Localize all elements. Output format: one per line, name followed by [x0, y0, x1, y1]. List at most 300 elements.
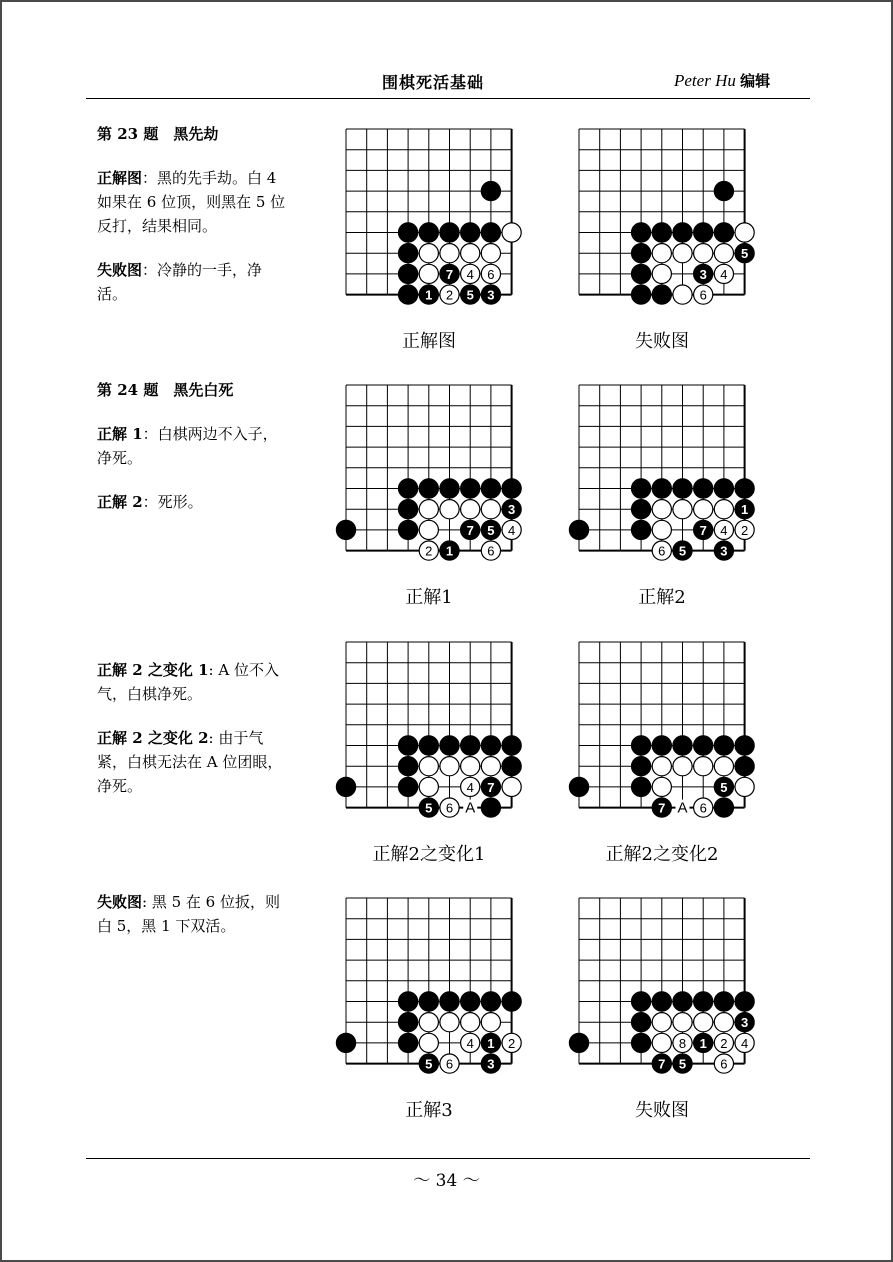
stone-circle: [481, 479, 500, 498]
point-label: [463, 800, 477, 817]
black-stone: [673, 1054, 692, 1073]
white-stone: [440, 500, 459, 519]
black-stone: [652, 992, 671, 1011]
black-stone: [502, 736, 521, 755]
paragraph: [97, 658, 289, 706]
black-stone: [632, 285, 651, 304]
white-stone: [652, 1013, 671, 1032]
black-stone: [569, 520, 588, 539]
white-stone: [694, 500, 713, 519]
white-stone: [694, 757, 713, 776]
stone-number: A: [677, 799, 688, 817]
stone-circle: [632, 736, 651, 755]
stone-number: 7: [466, 522, 474, 538]
stone-circle: [735, 223, 754, 242]
stone-circle: [673, 223, 692, 242]
author-suffix: 编辑: [740, 72, 771, 90]
stone-circle: [632, 1033, 651, 1052]
white-stone: [714, 1054, 733, 1073]
stone-circle: [632, 500, 651, 519]
stone-number: 2: [740, 522, 749, 538]
stone-number: 5: [720, 779, 728, 795]
black-stone: [714, 798, 733, 817]
black-stone: [440, 223, 459, 242]
black-stone: [419, 798, 438, 817]
white-stone: [502, 520, 521, 539]
white-stone: [419, 500, 438, 519]
failure-text: [97, 890, 289, 958]
go-board-solution-2: [557, 375, 767, 575]
black-stone: [632, 520, 651, 539]
black-stone: [399, 992, 418, 1011]
white-stone: [502, 223, 521, 242]
white-stone: [714, 757, 733, 776]
black-stone: [632, 1013, 651, 1032]
white-stone: [502, 1033, 521, 1052]
paragraph: [97, 726, 289, 798]
stone-circle: [735, 992, 754, 1011]
white-stone: [461, 777, 480, 796]
stone-circle: [502, 757, 521, 776]
black-stone: [481, 1033, 500, 1052]
black-stone: [440, 264, 459, 283]
black-stone: [440, 736, 459, 755]
black-stone: [502, 757, 521, 776]
black-stone: [694, 264, 713, 283]
stone-circle: [481, 223, 500, 242]
problem-text-23: [97, 122, 289, 326]
black-stone: [419, 285, 438, 304]
black-stone: [399, 777, 418, 796]
stone-circle: [652, 1033, 671, 1052]
problem-text-24: [97, 378, 289, 534]
stone-circle: [481, 244, 500, 263]
black-stone: [502, 500, 521, 519]
book-page: [2, 2, 891, 1260]
white-stone: [714, 1033, 733, 1052]
black-stone: [461, 479, 480, 498]
white-stone: [652, 1033, 671, 1052]
white-stone: [481, 1013, 500, 1032]
stone-circle: [714, 798, 733, 817]
stone-circle: [673, 285, 692, 304]
stone-circle: [419, 777, 438, 796]
paragraph-label: 正解 1: [97, 425, 143, 443]
black-stone: [735, 500, 754, 519]
stone-circle: [481, 757, 500, 776]
stone-number: 2: [720, 1035, 728, 1051]
stone-number: 1: [425, 287, 433, 303]
paragraph-text: ：冷静的一手，净活。: [97, 261, 263, 303]
white-stone: [440, 798, 459, 817]
book-title: 围棋死活基础: [382, 73, 485, 92]
white-stone: [694, 1013, 713, 1032]
paragraph-text: ：死形。: [142, 493, 203, 511]
black-stone: [673, 992, 692, 1011]
black-stone: [481, 223, 500, 242]
header-rule: [86, 98, 810, 99]
stone-circle: [735, 757, 754, 776]
stone-circle: [632, 264, 651, 283]
go-board-solution: [324, 119, 534, 319]
stone-number: 7: [658, 1056, 666, 1072]
stone-circle: [461, 479, 480, 498]
stone-number: 4: [740, 1035, 749, 1051]
go-board-variation-1: [324, 632, 534, 832]
stone-number: 3: [487, 287, 495, 303]
paragraph-label: 正解图: [97, 169, 143, 187]
stone-circle: [632, 520, 651, 539]
stone-circle: [652, 244, 671, 263]
white-stone: [419, 777, 438, 796]
black-stone: [652, 736, 671, 755]
stone-circle: [632, 285, 651, 304]
stone-circle: [502, 223, 521, 242]
stone-circle: [399, 244, 418, 263]
stone-circle: [399, 736, 418, 755]
white-stone: [735, 223, 754, 242]
paragraph-label: 正解 2 之变化 2: [97, 729, 209, 747]
black-stone: [440, 479, 459, 498]
stone-circle: [714, 1013, 733, 1032]
white-stone: [481, 264, 500, 283]
stone-circle: [461, 223, 480, 242]
black-stone: [502, 479, 521, 498]
white-stone: [481, 500, 500, 519]
stone-circle: [481, 182, 500, 201]
stone-number: A: [465, 799, 476, 817]
white-stone: [440, 285, 459, 304]
black-stone: [461, 285, 480, 304]
stone-circle: [694, 244, 713, 263]
black-stone: [440, 992, 459, 1011]
black-stone: [714, 182, 733, 201]
stone-circle: [714, 244, 733, 263]
stone-circle: [481, 500, 500, 519]
stone-circle: [569, 777, 588, 796]
stone-circle: [569, 1033, 588, 1052]
diagram-caption: 正解2之变化2: [605, 844, 719, 865]
paragraph-label: 失败图: [97, 261, 143, 279]
stone-number: 6: [699, 287, 707, 303]
stone-circle: [419, 1033, 438, 1052]
stone-circle: [440, 757, 459, 776]
white-stone: [461, 500, 480, 519]
paragraph-text: : 由于气紧，白棋无法在 A 位团眼，净死。: [97, 729, 283, 795]
white-stone: [735, 777, 754, 796]
diagram-caption: 正解图: [402, 331, 456, 352]
black-stone: [399, 223, 418, 242]
stone-circle: [399, 757, 418, 776]
stone-number: 7: [658, 800, 666, 816]
white-stone: [419, 541, 438, 560]
stone-circle: [440, 244, 459, 263]
stone-number: 3: [699, 266, 707, 282]
stone-circle: [735, 479, 754, 498]
stone-number: 4: [507, 522, 516, 538]
white-stone: [419, 520, 438, 539]
black-stone: [399, 264, 418, 283]
black-stone: [694, 520, 713, 539]
black-stone: [336, 1033, 355, 1052]
black-stone: [481, 1054, 500, 1073]
stone-number: 7: [699, 522, 707, 538]
black-stone: [735, 992, 754, 1011]
white-stone: [440, 1054, 459, 1073]
white-stone: [652, 500, 671, 519]
white-stone: [461, 1013, 480, 1032]
stone-circle: [461, 736, 480, 755]
black-stone: [569, 1033, 588, 1052]
stone-number: 3: [740, 1015, 749, 1031]
stone-circle: [632, 777, 651, 796]
white-stone: [461, 1033, 480, 1052]
black-stone: [399, 500, 418, 519]
black-stone: [632, 757, 651, 776]
black-stone: [399, 479, 418, 498]
stone-circle: [673, 757, 692, 776]
white-stone: [419, 264, 438, 283]
white-stone: [714, 520, 733, 539]
stone-circle: [652, 479, 671, 498]
stone-circle: [694, 992, 713, 1011]
black-stone: [399, 736, 418, 755]
diagram-caption: 失败图: [635, 1100, 689, 1121]
stone-number: 2: [425, 543, 433, 559]
white-stone: [440, 757, 459, 776]
black-stone: [399, 520, 418, 539]
problem-title: 第 23 题 黑先劫: [97, 125, 219, 143]
stone-circle: [652, 1013, 671, 1032]
black-stone: [673, 223, 692, 242]
diagram-caption: 失败图: [635, 331, 689, 352]
stone-number: 5: [425, 800, 433, 816]
stone-circle: [461, 244, 480, 263]
stone-circle: [461, 757, 480, 776]
paragraph-text: ：白棋两边不入子，净死。: [97, 425, 278, 467]
diagram-caption: 正解1: [405, 587, 453, 608]
black-stone: [694, 992, 713, 1011]
stone-circle: [440, 479, 459, 498]
black-stone: [481, 992, 500, 1011]
white-stone: [419, 1033, 438, 1052]
stone-number: 4: [720, 522, 728, 538]
stone-number: 4: [466, 266, 474, 282]
stone-circle: [399, 500, 418, 519]
black-stone: [735, 736, 754, 755]
black-stone: [673, 479, 692, 498]
stone-circle: [419, 757, 438, 776]
black-stone: [481, 285, 500, 304]
white-stone: [714, 1013, 733, 1032]
black-stone: [632, 479, 651, 498]
black-stone: [481, 182, 500, 201]
black-stone: [714, 777, 733, 796]
black-stone: [735, 1013, 754, 1032]
black-stone: [694, 223, 713, 242]
stone-circle: [399, 777, 418, 796]
white-stone: [735, 1033, 754, 1052]
stone-circle: [652, 223, 671, 242]
stone-circle: [440, 992, 459, 1011]
stone-circle: [714, 992, 733, 1011]
black-stone: [714, 736, 733, 755]
stone-number: 6: [720, 1056, 728, 1072]
black-stone: [735, 479, 754, 498]
black-stone: [481, 777, 500, 796]
white-stone: [673, 244, 692, 263]
stone-circle: [714, 223, 733, 242]
paragraph: [97, 258, 289, 306]
stone-number: 6: [445, 1056, 454, 1072]
white-stone: [481, 541, 500, 560]
stone-circle: [419, 520, 438, 539]
white-stone: [481, 244, 500, 263]
white-stone: [673, 500, 692, 519]
stone-circle: [569, 520, 588, 539]
black-stone: [632, 992, 651, 1011]
black-stone: [481, 479, 500, 498]
stone-circle: [652, 777, 671, 796]
white-stone: [694, 244, 713, 263]
black-stone: [694, 1033, 713, 1052]
stone-number: 3: [720, 543, 728, 559]
stone-circle: [673, 479, 692, 498]
stone-number: 3: [507, 502, 516, 518]
stone-circle: [694, 736, 713, 755]
stone-circle: [399, 264, 418, 283]
white-stone: [419, 757, 438, 776]
black-stone: [419, 479, 438, 498]
paragraph-label: 正解 2 之变化 1: [97, 661, 209, 679]
page-number: ～ 34 ～: [413, 1171, 480, 1191]
stone-circle: [735, 736, 754, 755]
stone-circle: [673, 1013, 692, 1032]
black-stone: [419, 1054, 438, 1073]
stone-circle: [419, 992, 438, 1011]
white-stone: [673, 1033, 692, 1052]
black-stone: [673, 736, 692, 755]
stone-circle: [336, 777, 355, 796]
stone-number: 2: [507, 1035, 516, 1051]
stone-number: 6: [487, 266, 495, 282]
white-stone: [461, 757, 480, 776]
black-stone: [652, 1054, 671, 1073]
black-stone: [632, 223, 651, 242]
stone-circle: [652, 992, 671, 1011]
white-stone: [419, 244, 438, 263]
black-stone: [399, 757, 418, 776]
black-stone: [419, 992, 438, 1011]
black-stone: [461, 736, 480, 755]
stone-circle: [652, 757, 671, 776]
stone-number: 6: [487, 543, 495, 559]
stone-circle: [652, 264, 671, 283]
black-stone: [336, 520, 355, 539]
stone-circle: [632, 244, 651, 263]
white-stone: [440, 244, 459, 263]
stone-circle: [440, 223, 459, 242]
white-stone: [652, 777, 671, 796]
stone-circle: [419, 244, 438, 263]
black-stone: [399, 1033, 418, 1052]
stone-circle: [735, 777, 754, 796]
stone-circle: [399, 285, 418, 304]
stone-circle: [481, 736, 500, 755]
stone-circle: [714, 182, 733, 201]
stone-circle: [419, 479, 438, 498]
black-stone: [481, 520, 500, 539]
white-stone: [652, 520, 671, 539]
stone-number: 8: [678, 1035, 687, 1051]
stone-circle: [336, 520, 355, 539]
paragraph-text: ：黑的先手劫。白 4 如果在 6 位顶，则黑在 5 位反打，结果相同。: [97, 169, 286, 235]
white-stone: [714, 244, 733, 263]
black-stone: [735, 244, 754, 263]
black-stone: [419, 223, 438, 242]
diagram-caption: 正解2: [638, 587, 686, 608]
stone-number: 4: [466, 779, 474, 795]
stone-circle: [632, 1013, 651, 1032]
stone-number: 5: [740, 246, 749, 262]
stone-circle: [336, 1033, 355, 1052]
footer-rule: [86, 1158, 810, 1159]
black-stone: [399, 244, 418, 263]
stone-circle: [461, 1013, 480, 1032]
stone-number: 5: [425, 1056, 433, 1072]
stone-circle: [419, 736, 438, 755]
author-credit: [674, 70, 770, 91]
white-stone: [652, 757, 671, 776]
stone-number: 6: [658, 543, 666, 559]
go-board-failure: [557, 119, 767, 319]
stone-number: 1: [487, 1035, 495, 1051]
stone-number: 1: [740, 502, 749, 518]
stone-number: 5: [487, 522, 495, 538]
white-stone: [694, 798, 713, 817]
stone-circle: [399, 223, 418, 242]
stone-circle: [652, 736, 671, 755]
white-stone: [673, 757, 692, 776]
white-stone: [502, 777, 521, 796]
stone-circle: [461, 992, 480, 1011]
stone-circle: [714, 757, 733, 776]
stone-number: 6: [699, 800, 707, 816]
stone-circle: [673, 244, 692, 263]
black-stone: [419, 736, 438, 755]
stone-circle: [419, 264, 438, 283]
stone-circle: [419, 500, 438, 519]
white-stone: [714, 500, 733, 519]
stone-number: 7: [445, 266, 454, 282]
stone-circle: [694, 479, 713, 498]
black-stone: [735, 757, 754, 776]
stone-number: 6: [445, 800, 454, 816]
black-stone: [461, 223, 480, 242]
black-stone: [632, 244, 651, 263]
stone-number: 2: [445, 287, 454, 303]
go-board-variation-2: [557, 632, 767, 832]
diagram-caption: 正解2之变化1: [372, 844, 486, 865]
black-stone: [399, 1013, 418, 1032]
stone-circle: [481, 798, 500, 817]
stone-circle: [419, 223, 438, 242]
stone-number: 4: [720, 266, 728, 282]
go-board-failure-2: [557, 888, 767, 1088]
white-stone: [673, 1013, 692, 1032]
black-stone: [481, 798, 500, 817]
black-stone: [632, 500, 651, 519]
